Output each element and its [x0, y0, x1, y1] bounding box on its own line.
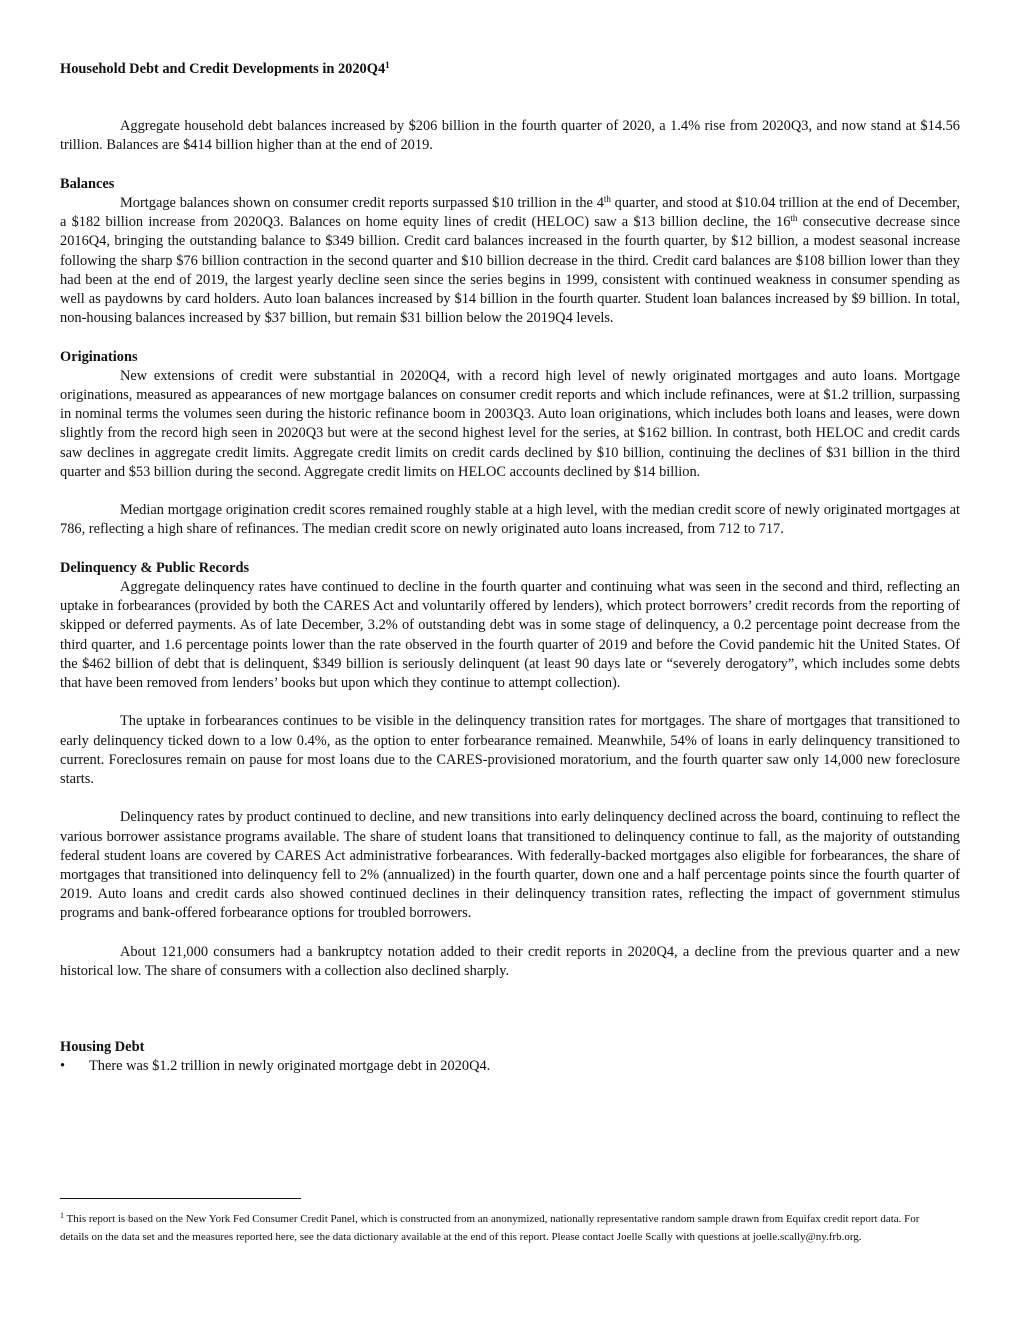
balances-text-b: quarter, and stood at $10.04 trillion at the end of December, a $182 billion increase from 2020Q3. Balances on home equity lines of credit (HELOC) saw a $13 billion decline, the 16	[60, 195, 960, 231]
spacer	[60, 540, 960, 559]
title-footnote-marker: 1	[385, 60, 390, 70]
delinquency-paragraph-3: Delinquency rates by product continued to decline, and new transitions into early delinquency declined across the board, continuing to reflect the various borrower assistance programs available. The share of student loans that transitioned to delinquency continue to fall, as the majority of outstanding federal student loans are covered by CARES Act administrative forbearances. With federally-backed mortgages also eligible for forbearances, the share of mortgages that transitioned into delinquency fell to 2% (annualized) in the fourth quarter, down one and a half percentage points since the fourth quarter of 2019. Auto loans and credit cards also showed continued declines in their delinquency transition rates, reflecting the impact of government stimulus programs and bank-offered forbearance options for troubled borrowers.	[60, 809, 960, 922]
ordinal-suffix: th	[603, 194, 611, 204]
balances-heading: Balances	[60, 175, 115, 192]
title-text: Household Debt and Credit Developments in 2020Q4	[60, 61, 386, 77]
spacer	[60, 924, 960, 943]
page-title	[60, 60, 960, 79]
balances-text-a: Mortgage balances shown on consumer credit reports surpassed $10 trillion in the 4	[120, 195, 604, 211]
footnote-divider	[60, 1198, 301, 1199]
footnote-text: This report is based on the New York Fed Consumer Credit Panel, which is constructed from an anonymized, nationally representative random sample drawn from Equifax credit report data. For details on the data set and the measures reported here, see the data dictionary available at the end of this report. Please contact Joelle Scally with questions at joelle.scally@ny.frb.org.	[60, 1213, 920, 1244]
housing-debt-list	[60, 1057, 960, 1076]
bullet-icon: •	[60, 1058, 66, 1075]
housing-debt-heading: Housing Debt	[60, 1039, 145, 1056]
originations-heading: Originations	[60, 348, 138, 365]
footnote-marker: 1	[60, 1211, 64, 1220]
list-item-text: There was $1.2 trillion in newly originated mortgage debt in 2020Q4.	[89, 1058, 491, 1075]
balances-paragraph	[60, 194, 960, 328]
delinquency-paragraph-4: About 121,000 consumers had a bankruptcy notation added to their credit reports in 2020Q4, a decline from the previous quarter and a new historical low. The share of consumers with a collection also declined sharply.	[60, 943, 960, 980]
intro-paragraph: Aggregate household debt balances increased by $206 billion in the fourth quarter of 2020, a 1.4% rise from 2020Q3, and now stand at $14.56 trillion. Balances are $414 billion higher than at the end of 2019.	[60, 118, 960, 154]
ordinal-suffix: th	[790, 213, 798, 224]
spacer	[60, 693, 960, 712]
spacer	[60, 482, 960, 501]
list-item	[60, 1057, 960, 1076]
delinquency-paragraph-1: Aggregate delinquency rates have continued to decline in the fourth quarter and continuing what was seen in the second and third, reflecting an uptake in forbearances (provided by both the CARES Act and voluntarily offered by lenders), which protect borrowers’ credit records from the reporting of skipped or deferred payments. As of late December, 3.2% of outstanding debt was in some stage of delinquency, a 0.2 percentage point decrease from the third quarter, and 1.6 percentage points lower than the rate observed in the fourth quarter of 2019 and before the Covid pandemic hit the United States. Of the $462 billion of debt that is delinquent, $349 billion is seriously delinquent (at least 90 days late or “severely derogatory”, which includes some debts that have been removed from lenders’ books but upon which they continue to attempt collection).	[60, 579, 960, 692]
originations-paragraph-1: New extensions of credit were substantial in 2020Q4, with a record high level of newly originated mortgages and auto loans. Mortgage originations, measured as appearances of new mortgage balances on consumer credit reports and which include refinances, were at $1.2 trillion, surpassing in nominal terms the volumes seen during the historic refinance boom in 2003Q3. Auto loan originations, which includes both loans and leases, were down slightly from the record high seen in 2020Q3 but were at the second highest level for the series, at $162 billion. In contrast, both HELOC and credit cards saw declines in aggregate credit limits. Aggregate credit limits on credit cards declined by $10 billion, continuing the declines of $31 billion in the third quarter and $53 billion during the second. Aggregate credit limits on HELOC accounts declined by $14 billion.	[60, 367, 960, 480]
spacer	[60, 981, 960, 1038]
balances-text-c: consecutive decrease since 2016Q4, bringing the outstanding balance to $349 billion. Credit card balances increased in the fourth quarter, by $12 billion, a modest seasonal increase following the sharp $76 billion contraction in the second quarter and $10 billion decrease in the third. Credit card balances are $108 billion lower than they had been at the end of 2019, the largest yearly decline seen since the series begins in 1999, consistent with continued weakness in consumer spending as well as paydowns by card holders. Auto loan balances increased by $14 billion in the fourth quarter. Student loan balances increased by $9 billion. In total, non-housing balances increased by $37 billion, but remain $31 billion below the 2019Q4 levels.	[60, 214, 961, 327]
footnote	[60, 1210, 940, 1246]
spacer	[60, 328, 960, 347]
delinquency-heading: Delinquency & Public Records	[60, 559, 250, 576]
spacer	[60, 156, 960, 175]
originations-paragraph-2: Median mortgage origination credit scores remained roughly stable at a high level, with the median credit score of newly originated mortgages at 786, reflecting a high share of refinances. The median credit score on newly originated auto loans increased, from 712 to 717.	[60, 502, 960, 538]
delinquency-paragraph-2: The uptake in forbearances continues to be visible in the delinquency transition rates for mortgages. The share of mortgages that transitioned to early delinquency ticked down to a low 0.4%, as the option to enter forbearance remained. Meanwhile, 54% of loans in early delinquency transitioned to current. Foreclosures remain on pause for most loans due to the CARES-provisioned moratorium, and the fourth quarter saw only 14,000 new foreclosure starts.	[60, 713, 960, 788]
spacer	[60, 789, 960, 808]
spacer	[60, 79, 960, 117]
